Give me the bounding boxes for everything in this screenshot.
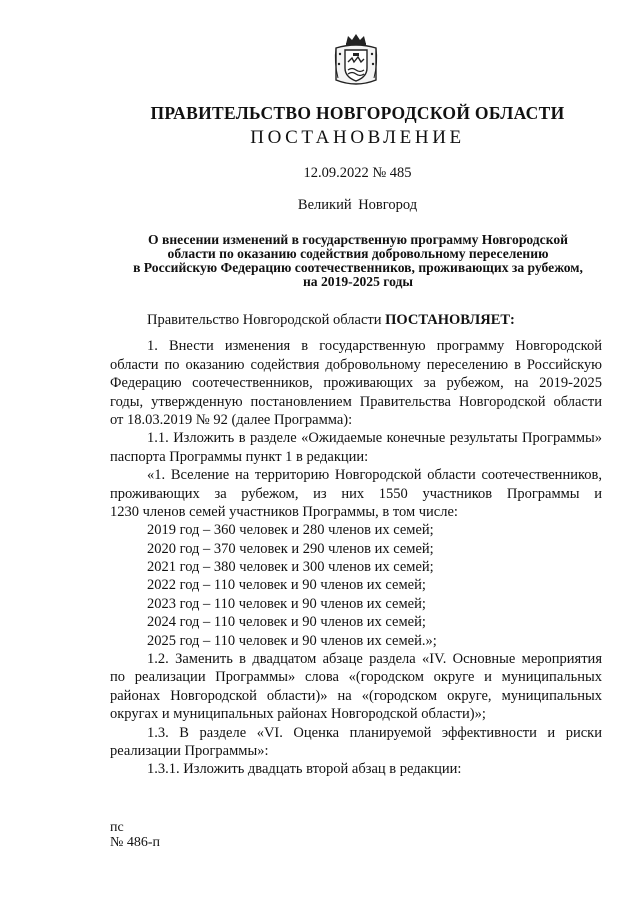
paragraph-line: 1.3.1. Изложить двадцать второй абзац в редакции:	[147, 761, 462, 778]
year-line: 2025 год – 110 человек и 90 членов их семей.»;	[147, 632, 437, 649]
quote-line: 1230 членов семей участников Программы, в том числе:	[110, 503, 458, 520]
resolves-prefix: Правительство Новгородской области	[147, 312, 386, 328]
paragraph-line: Федерацию соотечественников, проживающих за рубежом, на 2019-2025	[110, 375, 602, 392]
paragraph-line: по реализации Программы» слова «(городском округе и муниципальных	[110, 669, 602, 686]
year-line: 2023 год – 110 человек и 90 членов их семей;	[147, 595, 426, 612]
footer-reference	[110, 820, 160, 850]
paragraph-line: округах и муниципальных районах Новгородской области)»;	[110, 706, 486, 723]
paragraph-line: 1.1. Изложить в разделе «Ожидаемые конечные результаты Программы»	[147, 430, 602, 447]
paragraph-line: 1.2. Заменить в двадцатом абзаце раздела «IV. Основные мероприятия	[147, 651, 602, 668]
paragraph-line: паспорта Программы пункт 1 в редакции:	[110, 448, 369, 465]
city: Великий Новгород	[297, 197, 418, 213]
subject-line: в Российскую Федерацию соотечественников, проживающих за рубежом,	[133, 260, 583, 275]
quote-line: «1. Вселение на территорию Новгородской области соотечественников,	[147, 467, 602, 484]
document-type: ПОСТАНОВЛЕНИЕ	[250, 127, 465, 148]
subject-line: О внесении изменений в государственную программу Новгородской	[148, 232, 568, 247]
year-line: 2021 год – 380 человек и 300 членов их семей;	[147, 559, 434, 576]
subject-line: на 2019-2025 годы	[302, 274, 414, 289]
year-line: 2022 год – 110 человек и 90 членов их семей;	[147, 577, 426, 594]
quote-line: проживающих за рубежом, из них 1550 участников Программы и	[110, 485, 602, 502]
resolves-line	[110, 311, 602, 329]
subject-line: области по оказанию содействия добровольному переселению	[167, 246, 549, 261]
paragraph-line: от 18.03.2019 № 92 (далее Программа):	[110, 411, 353, 428]
document-body	[110, 311, 602, 779]
date-and-number: 12.09.2022 № 485	[303, 165, 412, 181]
paragraph-line: реализации Программы»:	[110, 742, 269, 759]
paragraph-line: 1. Внести изменения в государственную программу Новгородской	[147, 338, 602, 355]
year-line: 2024 год – 110 человек и 90 членов их семей;	[147, 614, 426, 631]
footer-initials: пс	[110, 820, 124, 835]
paragraph-line: годы, утвержденную постановлением Правительства Новгородской области	[110, 393, 602, 410]
footer-number: № 486-п	[110, 835, 161, 850]
year-line: 2019 год – 360 человек и 280 членов их семей;	[147, 522, 434, 539]
government-title: ПРАВИТЕЛЬСТВО НОВГОРОДСКОЙ ОБЛАСТИ	[150, 103, 565, 123]
document-subject	[112, 233, 604, 289]
resolves-keyword: ПОСТАНОВЛЯЕТ:	[385, 312, 515, 328]
paragraph-line: области по оказанию содействия добровольному переселению в Российскую	[110, 356, 602, 373]
paragraph-line: районах Новгородской области)» на «(городском округе, муниципальных	[110, 687, 602, 704]
paragraph-line: 1.3. В разделе «VI. Оценка планируемой эффективности и риски	[147, 724, 602, 741]
novgorod-coat-of-arms-icon	[332, 32, 380, 88]
year-line: 2020 год – 370 человек и 290 членов их семей;	[147, 540, 434, 557]
